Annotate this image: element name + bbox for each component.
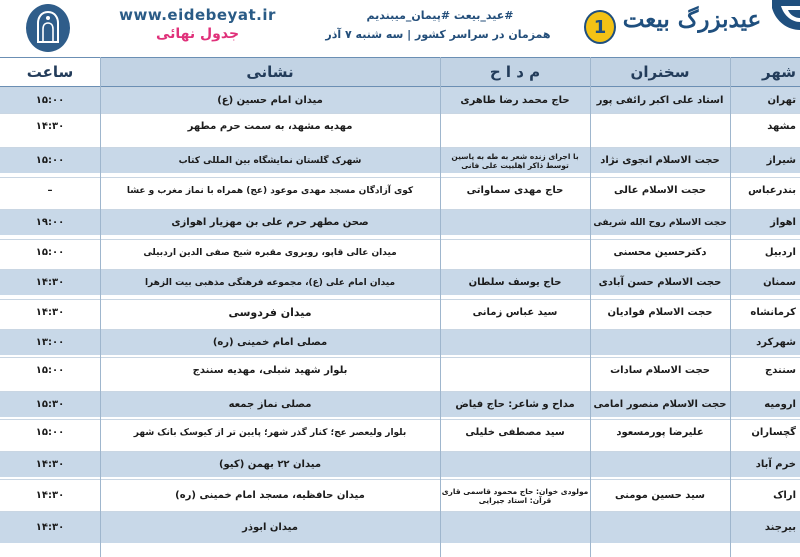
cell-city: ارومیه [764,399,796,410]
cell-city: بندرعباس [748,185,796,196]
cell-address: میدان ۲۲ بهمن (کیو) [218,459,322,470]
cell-speaker: حجت الاسلام روح الله شریفی [593,217,727,228]
event-subtitle: همزمان در سراسر کشور | سه شنبه ۷ آذر [325,28,551,41]
cell-city: سنندج [765,365,796,376]
cell-speaker: استاد علی اکبر رائفی پور [596,95,724,106]
cell-time: – [47,185,53,196]
cell-address: بلوار ولیعصر عج؛ کنار گذر شهر؛ پایین تر از کیوسک بانک شهر [133,427,407,438]
table-row [0,147,800,173]
cell-address: مهدیه مشهد، به سمت حرم مطهر [187,121,353,132]
cell-eulogist: مولودی خوان: حاج محمود قاسمی قاری قرآن: استاد جیرایی [441,486,589,505]
cell-address: صحن مطهر حرم علی بن مهزیار اهوازی [171,217,369,228]
table-header-row [0,57,800,87]
cell-city: گچساران [751,427,796,438]
cell-time: ۱۵:۰۰ [35,155,65,166]
cell-time: ۱۹:۰۰ [35,217,65,228]
cell-time: ۱۴:۳۰ [35,307,65,318]
cell-city: بیرجند [764,522,796,533]
cell-city: مشهد [767,121,796,132]
cell-time: ۱۴:۳۰ [35,121,65,132]
cell-speaker [590,452,730,477]
cell-city: خرم آباد [755,459,796,470]
cell-address: میدان حافظیه، مسجد امام خمینی (ره) [175,490,365,501]
cell-time: ۱۴:۳۰ [35,522,65,533]
cell-time: ۱۵:۰۰ [35,365,65,376]
cell-eulogist [440,452,590,477]
corner-ornament-icon [766,0,800,34]
column-divider [730,57,731,557]
table-row [0,479,800,511]
table-row [0,357,800,383]
column-header-city: شهر [762,63,796,81]
cell-address: میدان عالی قاپو، روبروی مقبره شیخ صفی الدین اردبیلی [143,247,397,258]
column-header-time: ساعت [0,58,100,86]
cell-address: میدان امام علی (ع)، مجموعه فرهنگی مذهبی بیت الزهرا [144,277,396,288]
hashtags: #عید_بیعت #پیمان_میبندیم [366,9,514,22]
cell-city: اردبیل [764,247,796,258]
table-row [0,511,800,543]
cell-speaker: حجت الاسلام حسن آبادی [598,277,722,288]
cell-address: میدان ابوذر [242,522,298,533]
cell-city: اهواز [770,217,796,228]
page-title: عیدبزرگ بیعت [622,6,762,33]
cell-speaker: حجت الاسلام منصور امامی [593,399,727,410]
table-row [0,239,800,265]
shrine-emblem-icon [26,4,70,52]
cell-eulogist: سید مصطفی خلیلی [465,427,565,438]
table-row [0,113,800,139]
cell-time: ۱۵:۰۰ [35,427,65,438]
table-row [0,299,800,325]
column-divider [440,57,441,557]
cell-eulogist: حاج محمد رضا طاهری [460,95,570,106]
table-row [0,451,800,477]
table-row [0,391,800,417]
site-url: www.eidebeyat.ir [119,6,276,24]
cell-eulogist [440,240,590,265]
cell-city: اراک [773,490,796,501]
poster-header [0,0,800,57]
cell-city: شهرکرد [756,337,796,348]
cell-eulogist [440,330,590,355]
table-row [0,419,800,445]
cell-time: ۱۵:۰۰ [35,95,65,106]
table-row [0,269,800,295]
cell-address: میدان فردوسی [228,306,312,319]
column-header-address: نشانی [246,63,294,81]
cell-speaker: سید حسین مومنی [615,490,705,501]
cell-city: شیراز [766,155,796,166]
column-header-speaker: سخنران [630,63,690,81]
cell-speaker [590,114,730,139]
table-row [0,209,800,235]
schedule-table [0,57,800,557]
cell-speaker: حجت الاسلام فوادیان [607,307,713,318]
cell-eulogist [440,358,590,383]
cell-time: ۱۴:۳۰ [35,490,65,501]
cell-speaker: دکترحسین محسنی [613,247,707,258]
table-row [0,87,800,113]
cell-eulogist: با اجرای زنده شعر به طه به یاسین توسط ذاکر اهلبیت علی فانی [451,151,579,170]
cell-time: ۱۳:۰۰ [35,337,65,348]
cell-speaker [590,330,730,355]
cell-time: ۱۵:۰۰ [35,247,65,258]
cell-time: ۱۵:۳۰ [35,399,65,410]
cell-city: سمنان [763,277,796,288]
final-table-label: جدول نهائی [155,26,240,42]
cell-address: بلوار شهید شبلی، مهدیه سنندج [192,365,348,376]
cell-address: مصلی نماز جمعه [228,399,312,410]
table-row [0,329,800,355]
cell-speaker: علیرضا پورمسعود [616,427,704,438]
cell-speaker: حجت الاسلام سادات [610,365,710,376]
cell-address: مصلی امام خمینی (ره) [212,337,328,348]
cell-address: میدان امام حسین (ع) [217,95,323,106]
table-row [0,177,800,203]
cell-eulogist: سید عباس زمانی [472,307,558,318]
cell-time: ۱۴:۳۰ [35,277,65,288]
cell-city: تهران [767,95,796,106]
cell-eulogist: مداح و شاعر: حاج فیاض [455,399,575,410]
cell-eulogist [440,210,590,235]
cell-city: کرمانشاه [750,307,796,318]
cell-eulogist: حاج مهدی سماواتی [466,185,564,196]
cell-eulogist [440,114,590,139]
column-divider [590,57,591,557]
cell-eulogist [440,512,590,543]
cell-time: ۱۴:۳۰ [35,459,65,470]
column-header-eulogist: م د ا ح [489,63,541,81]
cell-speaker: حجت الاسلام عالی [613,185,707,196]
cell-address: کوی آزادگان مسجد مهدی موعود (عج) همراه با نماز مغرب و عشا [126,185,414,196]
column-divider [100,57,101,557]
cell-address: شهرک گلستان نمایشگاه بین المللی کتاب [178,155,362,166]
cell-speaker [590,512,730,543]
cell-eulogist: حاج یوسف سلطان [468,277,562,288]
number-badge: 1 [584,10,616,44]
cell-speaker: حجت الاسلام انجوی نژاد [600,155,720,166]
